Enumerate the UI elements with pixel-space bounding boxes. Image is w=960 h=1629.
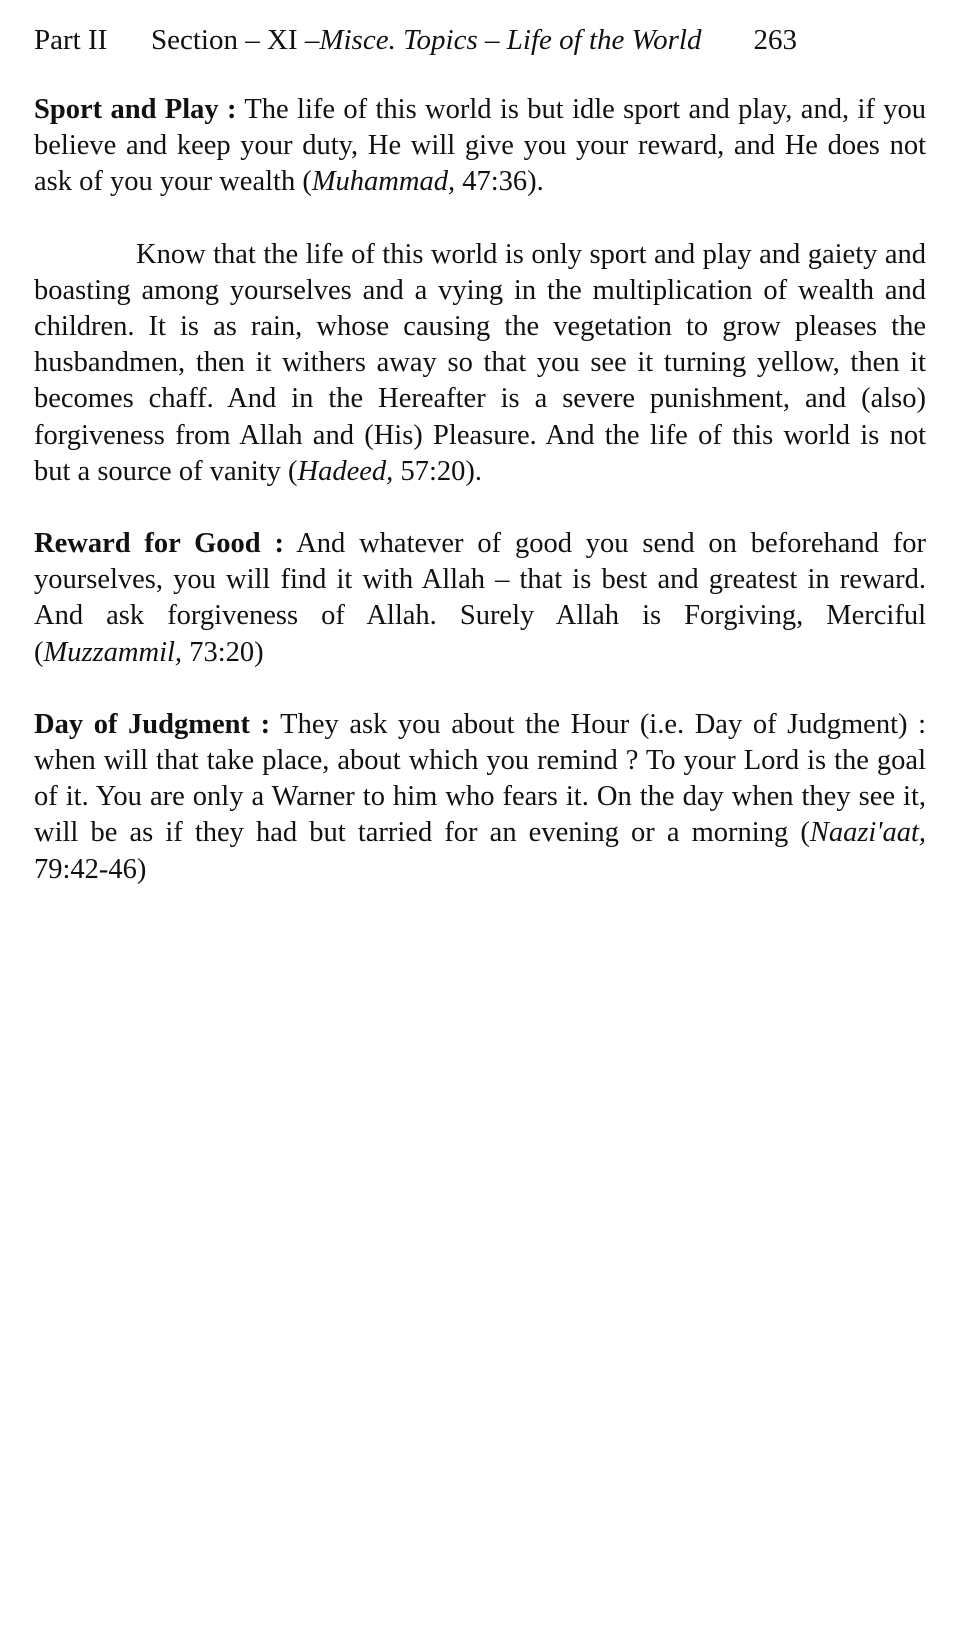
paragraph-heading: Sport and Play : <box>34 94 237 125</box>
paragraph-text: And whatever of good you send on beforehand for yourselves, you will find it with Allah – that is best and greatest in reward. And ask forgiveness of Allah. Surely Allah is Forgiving, Merciful ( <box>34 528 926 668</box>
verse-reference: 57:20). <box>393 455 482 487</box>
paragraph-text: The life of this world is but idle sport and play, and, if you believe and keep your duty, He will give you your reward, and He does not ask of you your wealth ( <box>34 94 926 198</box>
verse-reference: 79:42-46) <box>34 853 147 885</box>
paragraph-heading: Day of Judgment : <box>34 708 271 740</box>
page-number: 263 <box>753 24 797 56</box>
paragraph-day-of-judgment <box>34 707 926 888</box>
header-part: Part II <box>34 24 108 56</box>
paragraph-text: Know that the life of this world is only sport and play and gaiety and boasting among yourselves and a vying in the multiplication of wealth and children. It is as rain, whose causing the vegetation to grow pleases the husbandmen, then it withers away so that you see it turning yellow, then it becomes chaff. And in the Hereafter is a severe punishment, and (also) forgiveness from Allah and (His) Pleasure. And the life of this world is not but a source of vanity ( <box>34 238 926 487</box>
surah-reference: Muhammad, <box>311 166 456 198</box>
paragraph-reward-for-good <box>34 526 926 671</box>
paragraph-know-that <box>34 237 926 490</box>
header-section: Section – XI – <box>151 24 320 56</box>
paragraph-heading: Reward for Good : <box>34 528 284 560</box>
surah-reference: Muzzammil, <box>43 636 183 668</box>
paragraph-text: They ask you about the Hour (i.e. Day of Judgment) : when will that take place, about which you remind ? To your Lord is the goal of it. You are only a Warner to him who fears it. On the day when they see it, will be as if they had but tarried for an evening or a morning ( <box>34 708 927 849</box>
verse-reference: 73:20) <box>182 636 264 668</box>
book-page <box>34 24 926 888</box>
paragraph-sport-and-play <box>34 92 926 201</box>
surah-reference: Hadeed, <box>297 455 394 487</box>
surah-reference: Naazi'aat, <box>809 817 926 849</box>
verse-reference: 47:36). <box>455 166 544 198</box>
running-header <box>34 24 926 68</box>
header-topic: Misce. Topics – Life of the World <box>319 24 702 56</box>
